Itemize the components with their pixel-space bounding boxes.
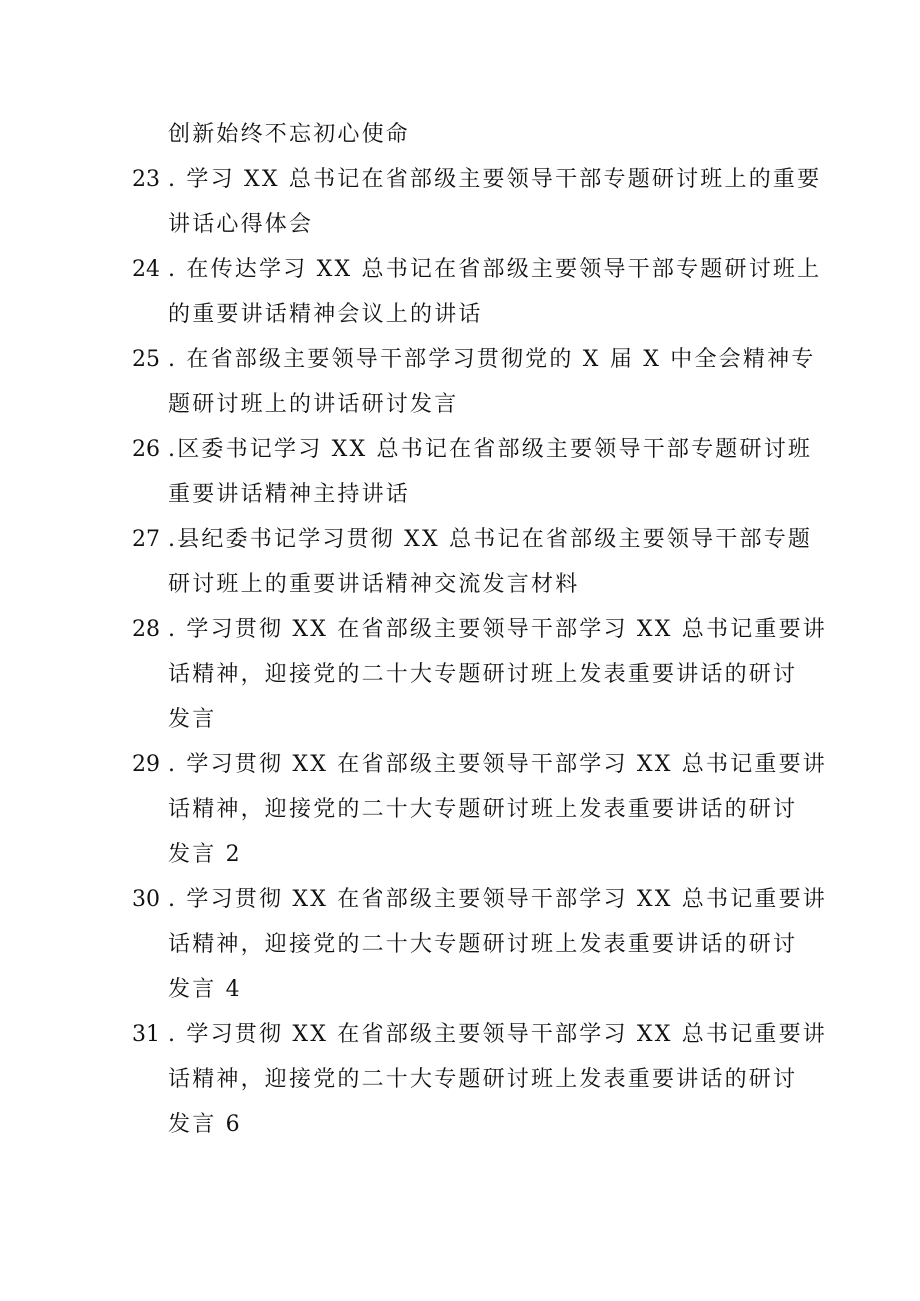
list-item-number: 30 (132, 887, 160, 912)
list-item-30-line-1 (0, 877, 920, 922)
list-item-30-line-3 (0, 967, 920, 1012)
list-item-number: 31 (132, 1022, 160, 1047)
list-item-31-line-3 (0, 1102, 920, 1147)
list-item-text: 发言 (168, 707, 217, 732)
list-item-29-line-3 (0, 832, 920, 877)
list-item-text: . 学习贯彻 XX 在省部级主要领导干部学习 XX 总书记重要讲 (168, 752, 828, 777)
list-item-text: 话精神，迎接党的二十大专题研讨班上发表重要讲话的研讨 (168, 932, 798, 957)
list-item-number: 26 (132, 437, 160, 462)
list-item-30-line-2 (0, 922, 920, 967)
list-item-27-line-2 (0, 562, 920, 607)
list-item-number: 24 (132, 257, 160, 282)
list-item-text: 发言 6 (168, 1112, 242, 1137)
list-item-25-line-1 (0, 337, 920, 382)
list-item-text: . 在省部级主要领导干部学习贯彻党的 X 届 X 中全会精神专 (168, 347, 816, 372)
list-item-text: .县纪委书记学习贯彻 XX 总书记在省部级主要领导干部专题 (168, 527, 813, 552)
list-item-number: 25 (132, 347, 160, 372)
list-item-text: 话精神，迎接党的二十大专题研讨班上发表重要讲话的研讨 (168, 662, 798, 687)
list-item-text: 发言 2 (168, 842, 242, 867)
list-item-number: 29 (132, 752, 160, 777)
list-item-29-line-2 (0, 787, 920, 832)
list-item-27-line-1 (0, 517, 920, 562)
list-item-28-line-3 (0, 697, 920, 742)
list-item-24-line-1 (0, 247, 920, 292)
intro-line (0, 112, 920, 157)
list-item-text: . 学习贯彻 XX 在省部级主要领导干部学习 XX 总书记重要讲 (168, 1022, 828, 1047)
list-item-text: 话精神，迎接党的二十大专题研讨班上发表重要讲话的研讨 (168, 1067, 798, 1092)
list-item-number: 27 (132, 527, 160, 552)
list-item-28-line-1 (0, 607, 920, 652)
list-item-23-line-2 (0, 202, 920, 247)
intro-line-text: 创新始终不忘初心使命 (168, 122, 411, 147)
list-item-31-line-1 (0, 1012, 920, 1057)
list-item-text: . 学习贯彻 XX 在省部级主要领导干部学习 XX 总书记重要讲 (168, 887, 828, 912)
list-item-text: 讲话心得体会 (168, 212, 314, 237)
list-item-29-line-1 (0, 742, 920, 787)
list-item-31-line-2 (0, 1057, 920, 1102)
list-item-text: . 学习贯彻 XX 在省部级主要领导干部学习 XX 总书记重要讲 (168, 617, 828, 642)
list-item-text: .区委书记学习 XX 总书记在省部级主要领导干部专题研讨班 (168, 437, 813, 462)
list-item-number: 23 (132, 167, 160, 192)
list-item-text: . 在传达学习 XX 总书记在省部级主要领导干部专题研讨班上 (168, 257, 822, 282)
list-item-25-line-2 (0, 382, 920, 427)
list-item-24-line-2 (0, 292, 920, 337)
list-item-text: 题研讨班上的讲话研讨发言 (168, 392, 459, 417)
list-item-26-line-2 (0, 472, 920, 517)
list-item-number: 28 (132, 617, 160, 642)
list-item-23-line-1 (0, 157, 920, 202)
list-item-text: 研讨班上的重要讲话精神交流发言材料 (168, 572, 580, 597)
document-content (0, 112, 920, 1147)
list-item-text: 的重要讲话精神会议上的讲话 (168, 302, 483, 327)
list-item-text: 重要讲话精神主持讲话 (168, 482, 411, 507)
list-item-text: 发言 4 (168, 977, 242, 1002)
list-item-text: 话精神，迎接党的二十大专题研讨班上发表重要讲话的研讨 (168, 797, 798, 822)
list-item-text: . 学习 XX 总书记在省部级主要领导干部专题研讨班上的重要 (168, 167, 822, 192)
list-item-28-line-2 (0, 652, 920, 697)
list-item-26-line-1 (0, 427, 920, 472)
